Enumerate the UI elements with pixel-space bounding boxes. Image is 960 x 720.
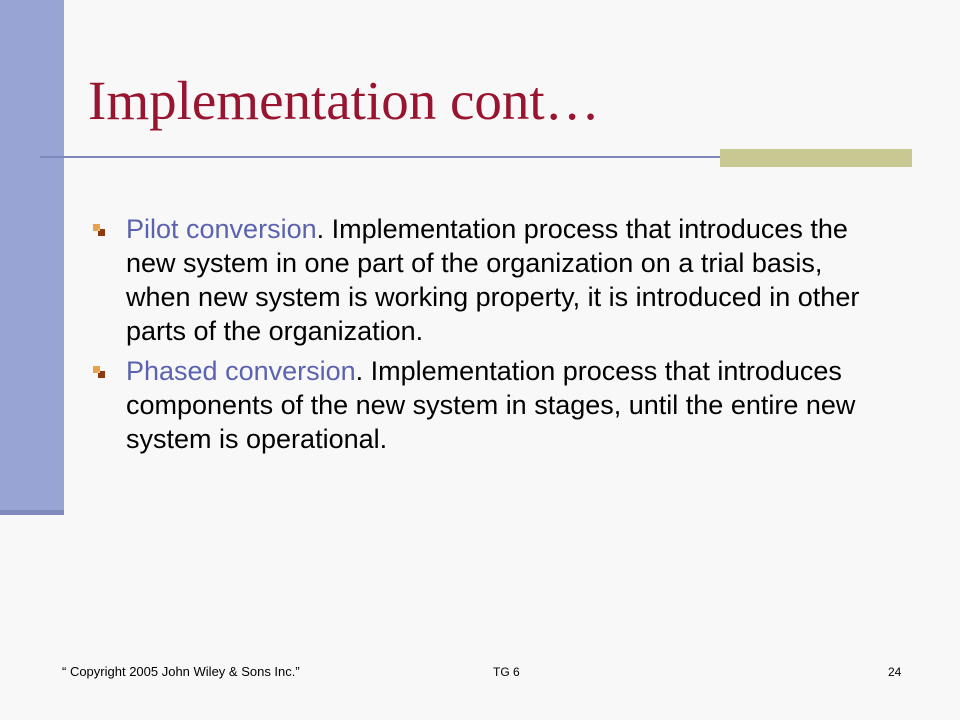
slide-title: Implementation cont… bbox=[88, 70, 600, 131]
bullet-term: Pilot conversion bbox=[126, 214, 317, 244]
square-bullet-icon bbox=[92, 365, 106, 379]
square-bullet-icon bbox=[92, 223, 106, 237]
bullet-term: Phased conversion bbox=[126, 356, 356, 386]
left-accent-bar bbox=[0, 0, 64, 512]
bullet-item-pilot-conversion bbox=[92, 212, 882, 348]
bullet-item-phased-conversion bbox=[92, 354, 882, 456]
bullet-list bbox=[92, 212, 882, 462]
left-accent-bar-edge bbox=[0, 510, 64, 515]
footer-center-label: TG 6 bbox=[493, 665, 520, 679]
footer-copyright: “ Copyright 2005 John Wiley & Sons Inc.” bbox=[62, 664, 300, 679]
bullet-text: . Implementation process that introduces the new system in one part of the organization on a trial basis, when new system is working property, it is introduced in other parts of the organization. bbox=[126, 214, 860, 346]
bullet-text: . Implementation process that introduces components of the new system in stages, until the entire new system is operational. bbox=[126, 356, 856, 454]
footer-page-number: 24 bbox=[888, 665, 902, 679]
title-divider-accent bbox=[720, 149, 912, 167]
